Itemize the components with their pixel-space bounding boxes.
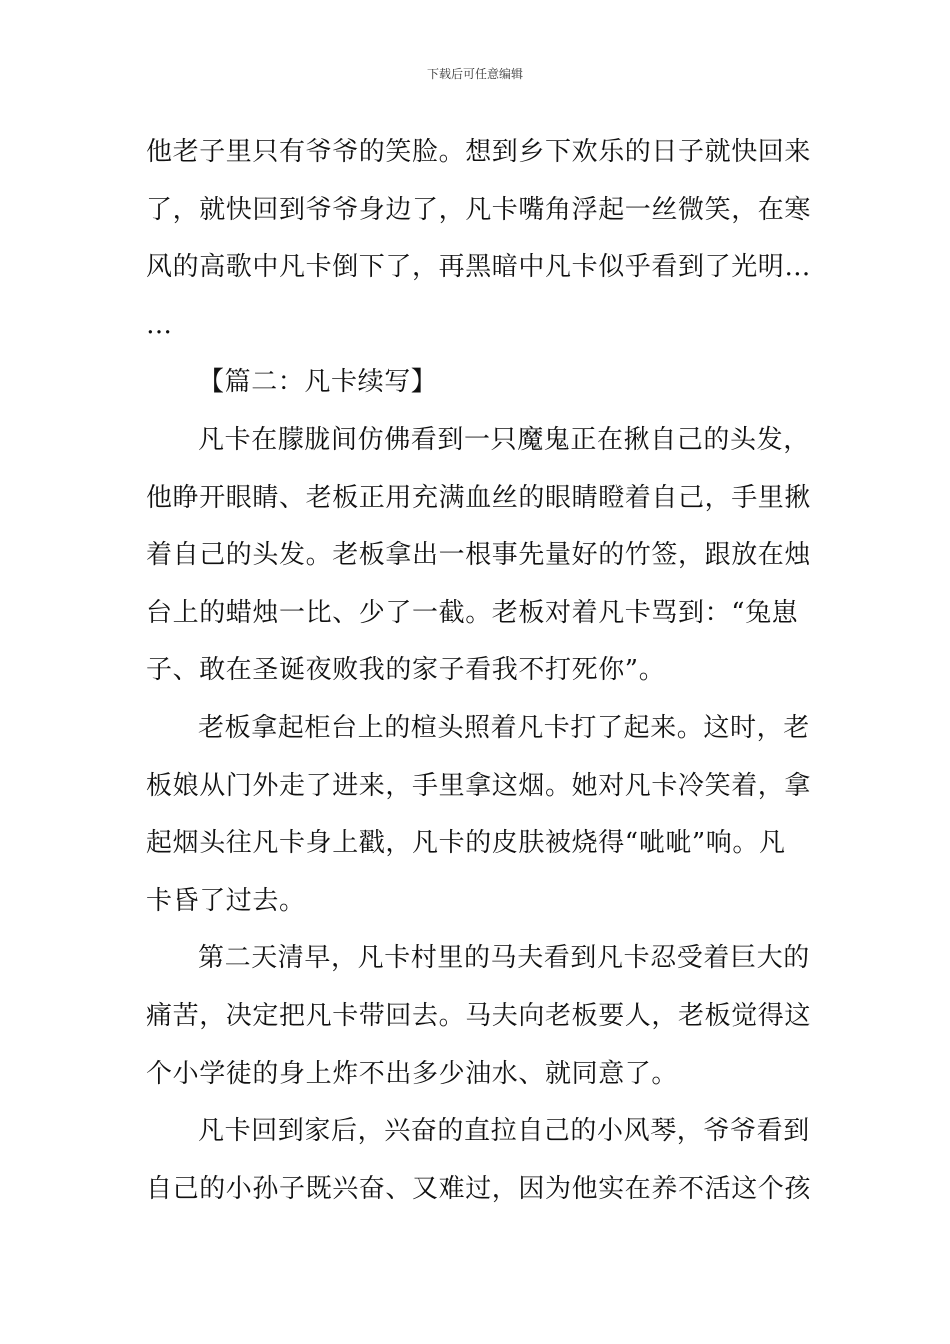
- text-line: …: [146, 309, 173, 340]
- text-line: 起烟头往凡卡身上戳，凡卡的皮肤被烧得“呲呲”响。凡: [146, 828, 786, 859]
- page-header-note: 下载后可任意编辑: [426, 67, 523, 81]
- text-line: 着自己的头发。老板拿出一根事先量好的竹签，跟放在烛: [146, 540, 812, 571]
- text-line: 个小学徒的身上炸不出多少油水、就同意了。: [146, 1058, 679, 1089]
- text-line: 板娘从门外走了进来，手里拿这烟。她对凡卡冷笑着，拿: [146, 770, 812, 801]
- text-line: 第二天清早，凡卡村里的马夫看到凡卡忍受着巨大的: [198, 943, 810, 974]
- section-heading: 【篇二：凡卡续写】: [198, 367, 438, 398]
- text-line: 他老子里只有爷爷的笑脸。想到乡下欢乐的日子就快回来: [146, 137, 812, 167]
- text-line: 卡昏了过去。: [146, 885, 306, 916]
- text-line: 痛苦，决定把凡卡带回去。马夫向老板要人，老板觉得这: [146, 1000, 812, 1031]
- text-line: 自己的小孙子既兴奋、又难过，因为他实在养不活这个孩: [146, 1173, 812, 1204]
- document-body: [146, 124, 812, 1218]
- text-line: 凡卡在朦胧间仿佛看到一只魔鬼正在揪自己的头发，: [198, 424, 810, 455]
- text-line: 老板拿起柜台上的楦头照着凡卡打了起来。这时，老: [198, 712, 810, 743]
- text-line: 台上的蜡烛一比、少了一截。老板对着凡卡骂到：“兔崽: [146, 597, 799, 628]
- text-line: 了，就快回到爷爷身边了，凡卡嘴角浮起一丝微笑，在寒: [146, 194, 812, 225]
- text-line: 他睁开眼睛、老板正用充满血丝的眼睛瞪着自己，手里揪: [146, 482, 812, 513]
- text-line: 凡卡回到家后，兴奋的直拉自己的小风琴，爷爷看到: [198, 1116, 810, 1147]
- text-line: 子、敢在圣诞夜败我的家子看我不打死你”。: [146, 655, 666, 686]
- text-line: 风的高歌中凡卡倒下了，再黑暗中凡卡似乎看到了光明…: [146, 252, 812, 283]
